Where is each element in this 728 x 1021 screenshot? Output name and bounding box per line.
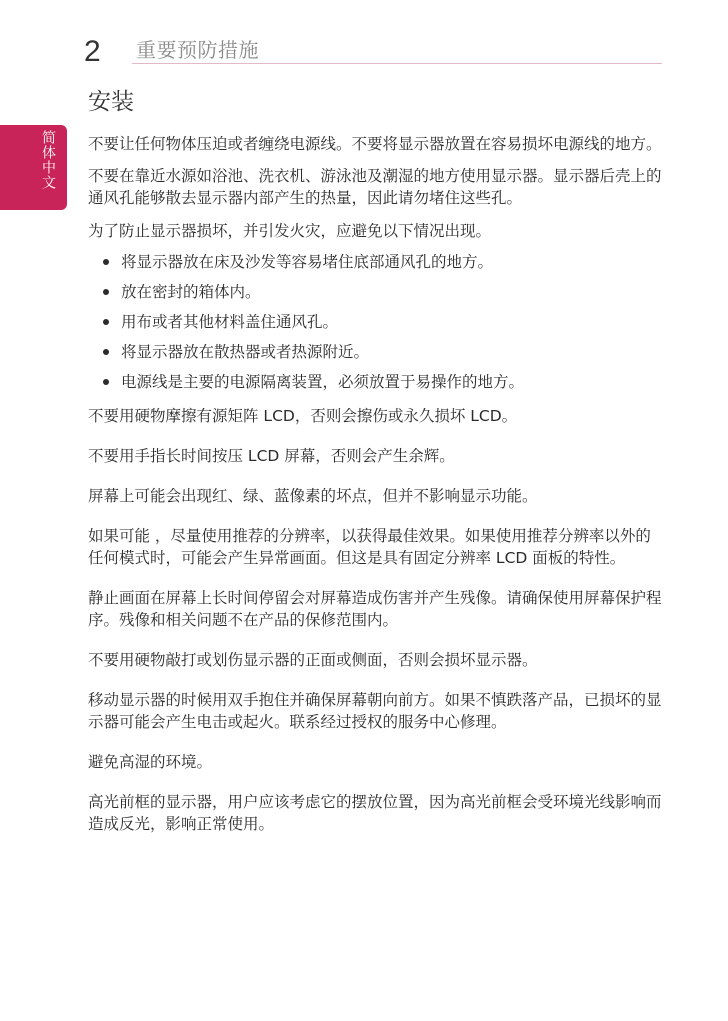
paragraph-moving: 移动显示器的时候用双手抱住并确保屏幕朝向前方。如果不慎跌落产品，已损坏的显示器可能会产生电击或起火。联系经过授权的服务中心修理。 [88, 691, 662, 731]
bullet-icon [103, 259, 109, 265]
paragraph-avoid-situations: 为了防止显示器损坏，并引发火灾，应避免以下情况出现。 [88, 222, 492, 240]
paragraph-power-cord: 不要让任何物体压迫或者缠绕电源线。不要将显示器放置在容易损坏电源线的地方。 [88, 135, 662, 153]
bullet-icon [103, 289, 109, 295]
page-number: 2 [84, 35, 101, 68]
list-item-text: 将显示器放在散热器或者热源附近。 [121, 343, 370, 361]
main-content [88, 133, 662, 835]
section-title: 安装 [88, 89, 134, 115]
list-item [88, 311, 662, 333]
list-item [88, 341, 662, 363]
paragraph-impact: 不要用硬物敲打或划伤显示器的正面或侧面，否则会损坏显示器。 [88, 651, 538, 669]
bullet-icon [103, 349, 109, 355]
list-item-text: 放在密封的箱体内。 [121, 283, 261, 301]
paragraph-resolution: 如果可能 ，尽量使用推荐的分辨率，以获得最佳效果。如果使用推荐分辨率以外的任何模式时，可能会产生异常画面。但这是具有固定分辨率 LCD 面板的特性。 [88, 527, 651, 567]
paragraph-lcd-pressure: 不要用手指长时间按压 LCD 屏幕，否则会产生余辉。 [88, 447, 455, 465]
list-item [88, 251, 662, 273]
header-divider [132, 63, 662, 64]
list-item-text: 电源线是主要的电源隔离装置，必须放置于易操作的地方。 [121, 373, 525, 391]
language-tab-label: 简体中文 [40, 130, 56, 190]
paragraph-dead-pixels: 屏幕上可能会出现红、绿、蓝像素的坏点，但并不影响显示功能。 [88, 487, 538, 505]
list-item [88, 281, 662, 303]
language-tab [0, 125, 67, 210]
paragraph-lcd-scratch: 不要用硬物摩擦有源矩阵 LCD，否则会擦伤或永久损坏 LCD。 [88, 407, 518, 425]
list-item-text: 用布或者其他材料盖住通风孔。 [121, 313, 339, 331]
list-item-text: 将显示器放在床及沙发等容易堵住底部通风孔的地方。 [121, 253, 494, 271]
chapter-title: 重要预防措施 [136, 38, 259, 62]
paragraph-image-retention: 静止画面在屏幕上长时间停留会对屏幕造成伤害并产生残像。请确保使用屏幕保护程序。残像和相关问题不在产品的保修范围内。 [88, 589, 662, 629]
bullet-icon [103, 379, 109, 385]
bullet-icon [103, 319, 109, 325]
list-item [88, 371, 662, 393]
paragraph-humidity: 避免高湿的环境。 [88, 753, 213, 771]
paragraph-water-ventilation: 不要在靠近水源如浴池、洗衣机、游泳池及潮湿的地方使用显示器。显示器后壳上的通风孔能够散去显示器内部产生的热量，因此请勿堵住这些孔。 [88, 167, 662, 207]
paragraph-glossy-bezel: 高光前框的显示器，用户应该考虑它的摆放位置，因为高光前框会受环境光线影响而造成反光，影响正常使用。 [88, 793, 662, 833]
avoid-situations-list [88, 251, 662, 393]
